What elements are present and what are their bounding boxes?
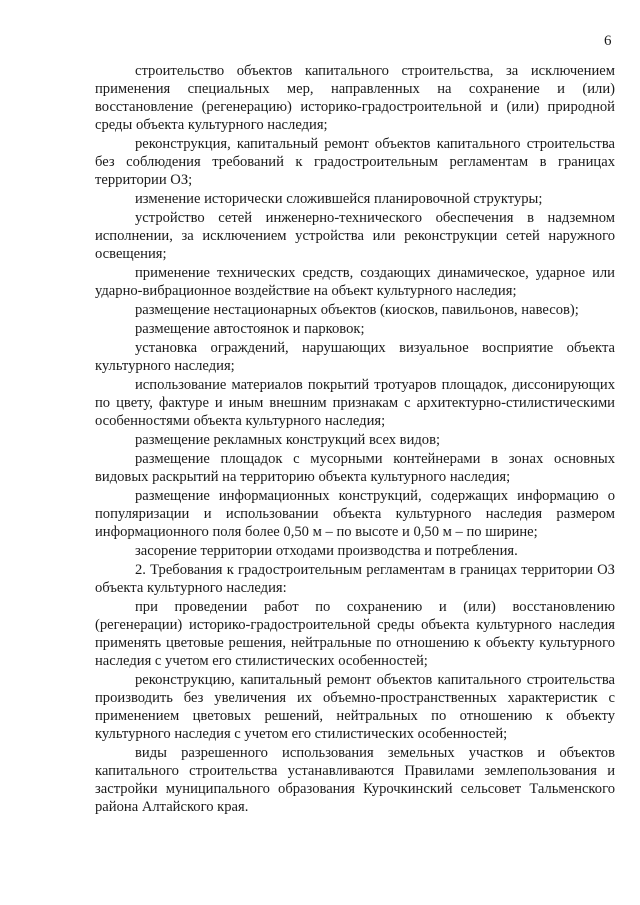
list-item-paragraph: размещение рекламных конструкций всех видов; — [135, 432, 441, 448]
list-item-paragraph: применение технических средств, создающих динамическое, ударное или ударно-вибрационное воздействие на объект культурного наследия; — [95, 265, 615, 299]
list-item-paragraph: размещение площадок с мусорными контейнерами в зонах основных видовых раскрытий на территорию объекта культурного наследия; — [95, 451, 615, 485]
list-item-paragraph: виды разрешенного использования земельных участков и объектов капитального строительства устанавливаются Правилами землепользования и застройки муниципального образования Курочкинский сельсовет Тальменского района Алтайского края. — [95, 745, 615, 815]
list-item-paragraph: изменение исторически сложившейся планировочной структуры; — [135, 191, 543, 207]
list-item-paragraph: размещение автостоянок и парковок; — [135, 321, 365, 337]
list-item-paragraph: засорение территории отходами производства и потребления. — [135, 543, 518, 559]
list-item-paragraph: использование материалов покрытий тротуаров площадок, диссонирующих по цвету, фактуре и иным внешним признакам с архитектурно-стилистическими особенностями объекта культурного наследия; — [95, 377, 615, 429]
list-item-paragraph: размещение информационных конструкций, содержащих информацию о популяризации и использовании объекта культурного наследия размером информационного поля более 0,50 м – по высоте и 0,50 м – по ширине; — [95, 488, 615, 540]
list-item-paragraph: устройство сетей инженерно-технического обеспечения в надземном исполнении, за исключением устройства или реконструкции сетей наружного освещения; — [95, 210, 615, 262]
list-item-paragraph: размещение нестационарных объектов (киосков, павильонов, навесов); — [135, 302, 579, 318]
list-item-paragraph: при проведении работ по сохранению и (или) восстановлению (регенерации) историко-градостроительной среды объекта культурного наследия применять цветовые решения, нейтральные по отношению к объекту культурного наследия с учетом его стилистических особенностей; — [95, 599, 615, 669]
section-heading-paragraph: 2. Требования к градостроительным регламентам в границах территории ОЗ объекта культурного наследия: — [95, 562, 615, 596]
page-number: 6 — [604, 33, 612, 49]
list-item-paragraph: установка ограждений, нарушающих визуальное восприятие объекта культурного наследия; — [95, 340, 615, 374]
document-body — [95, 62, 615, 816]
list-item-paragraph: реконструкцию, капитальный ремонт объектов капитального строительства производить без увеличения их объемно-пространственных характеристик с применением цветовых решений, нейтральных по отношению к объекту культурного наследия с учетом его стилистических особенностей; — [95, 672, 615, 742]
list-item-paragraph: строительство объектов капитального строительства, за исключением применения специальных мер, направленных на сохранение и (или) восстановление (регенерацию) историко-градостроительной и (или) природной среды объекта культурного наследия; — [95, 63, 615, 133]
list-item-paragraph: реконструкция, капитальный ремонт объектов капитального строительства без соблюдения требований к градостроительным регламентам в границах территории ОЗ; — [95, 136, 615, 188]
